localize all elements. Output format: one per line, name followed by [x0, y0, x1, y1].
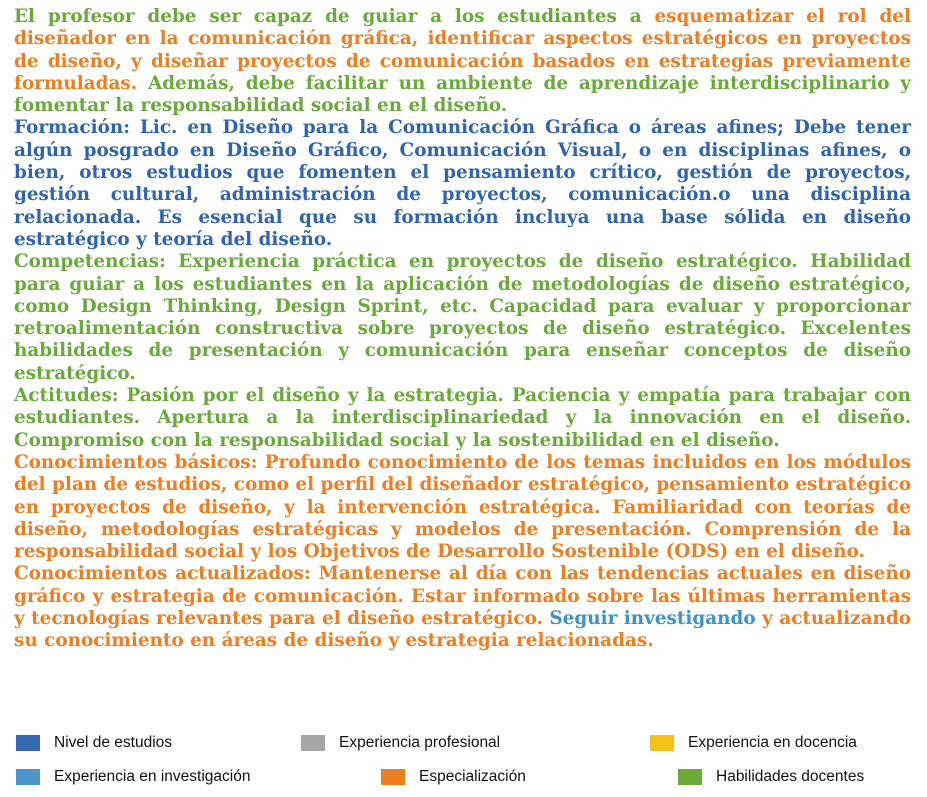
legend-item-experiencia-en-docencia [650, 732, 857, 754]
text-segment: Conocimientos actualizados: Mantenerse al día con las tendencias actuales en diseño gráfico y estrategia de comunicación. Estar informado sobre las últimas herramientas y tecnologías relevantes para el diseño estratégico. [14, 563, 911, 630]
text-segment: Conocimientos básicos: Profundo conocimiento de los temas incluidos en los módulos del plan de estudios, como el perfil del diseñador estratégico, pensamiento estratégico en proyectos de diseño, y la intervención estratégica. Familiaridad con teorías de diseño, metodologías estratégicas y modelos de presentación. Comprensión de la responsabilidad social y los Objetivos de Desarrollo Sostenible (ODS) en el diseño. [14, 451, 911, 563]
paragraph [14, 563, 911, 652]
legend-item-nivel-de-estudios [16, 732, 172, 754]
text-segment: y actualizando su conocimiento en áreas de diseño y estrategia relacionadas. [14, 608, 911, 652]
legend-swatch [381, 769, 405, 785]
legend-swatch [678, 769, 702, 785]
paragraph [14, 6, 911, 117]
legend-label: Experiencia en investigación [54, 768, 251, 785]
text-segment: Actitudes: Pasión por el diseño y la estrategia. Paciencia y empatía para trabajar con estudiantes. Apertura a la interdisciplinariedad y la innovación en el diseño. Compromiso con la responsabilidad social y la sostenibilidad en el diseño. [14, 385, 911, 451]
color-legend [16, 732, 916, 792]
paragraph [14, 117, 911, 251]
document-body [14, 6, 911, 653]
text-segment: Competencias: Experiencia práctica en proyectos de diseño estratégico. Habilidad para guiar a los estudiantes en la aplicación de metodologías de diseño estratégico, como Design Thinking, Design Sprint, etc. Capacidad para evaluar y proporcionar retroalimentación constructiva sobre proyectos de diseño estratégico. Excelentes habilidades de presentación y comunicación para enseñar conceptos de diseño estratégico. [14, 251, 911, 384]
legend-item-especializacion [381, 766, 526, 788]
highlighted-phrase: Seguir investigando [542, 608, 756, 630]
text-segment: El profesor debe ser capaz de guiar a los estudiantes a [14, 6, 655, 27]
legend-swatch [16, 769, 40, 785]
legend-item-experiencia-profesional [301, 732, 500, 754]
text-segment: Formación: Lic. en Diseño para la Comunicación Gráfica o áreas afines; Debe tener algún posgrado en Diseño Gráfico, Comunicación Visual, o en disciplinas afines, o bien, otros estudios que fomenten el pensamiento crítico, gestión de proyectos, gestión cultural, administración de proyectos, comunicación.o una disciplina relacionada. Es esencial que su formación incluya una base sólida en diseño estratégico y teoría del diseño. [14, 117, 911, 250]
legend-label: Habilidades docentes [716, 768, 865, 785]
legend-swatch [650, 735, 674, 751]
paragraph [14, 251, 911, 385]
paragraph [14, 385, 911, 452]
legend-item-experiencia-en-investigacion [16, 766, 250, 788]
legend-label: Especialización [419, 768, 526, 785]
text-segment: Además, debe facilitar un ambiente de aprendizaje interdisciplinario y fomentar la responsabilidad social en el diseño. [14, 72, 911, 117]
text-segment: esquematizar el rol del diseñador en la comunicación gráfica, identificar aspectos estratégicos en proyectos de diseño, y diseñar proyectos de comunicación basados en estrategias previamente formuladas. [14, 6, 911, 94]
legend-label: Nivel de estudios [54, 734, 173, 751]
legend-item-habilidades-docentes [678, 766, 864, 788]
legend-swatch [301, 735, 325, 751]
legend-label: Experiencia en docencia [688, 734, 857, 751]
legend-swatch [16, 735, 40, 751]
paragraph [14, 452, 911, 563]
legend-label: Experiencia profesional [339, 734, 501, 751]
